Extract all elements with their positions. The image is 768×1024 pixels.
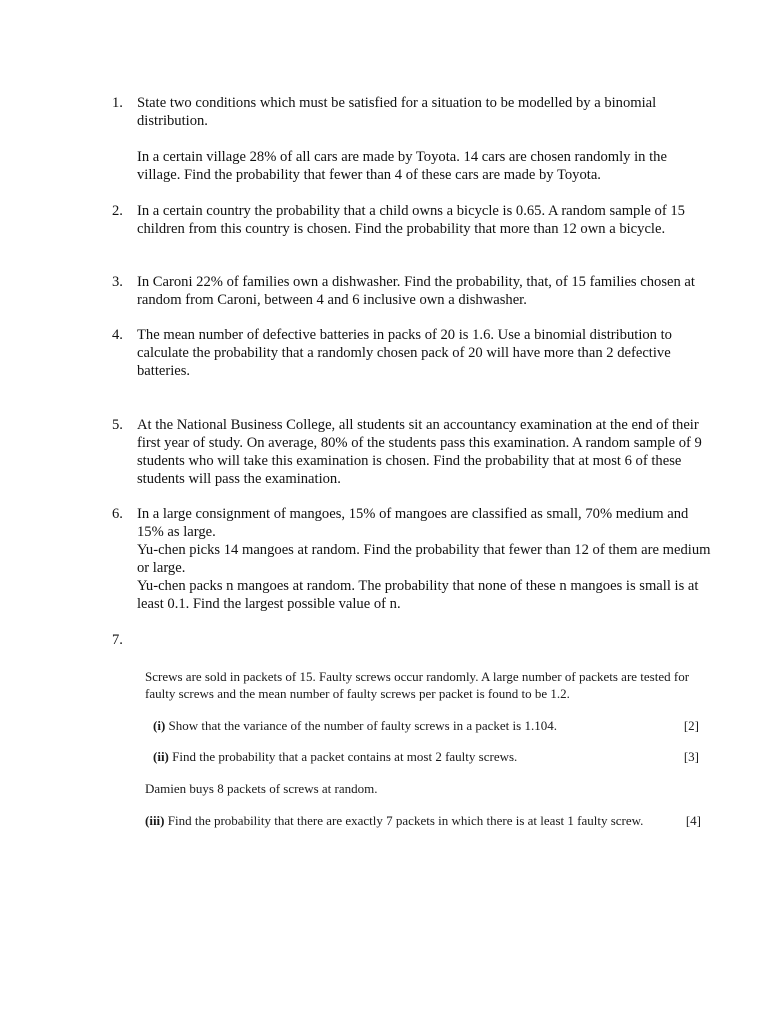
question-6 <box>112 505 712 613</box>
question-part-iii <box>145 812 705 829</box>
question-text: In a certain country the probability that a child owns a bicycle is 0.65. A random sample of 15 children from this country is chosen. Find the probability that more than 12 own a bicycle. <box>137 203 685 237</box>
question-number: 4. <box>112 327 123 343</box>
question-text: The mean number of defective batteries in packs of 20 is 1.6. Use a binomial distribution to calculate the probability that a randomly chosen pack of 20 will have more than 2 defective batteries. <box>137 327 672 379</box>
question-7-image <box>145 668 705 829</box>
question-text: State two conditions which must be satisfied for a situation to be modelled by a binomial distribution. <box>137 95 657 129</box>
question-number: 1. <box>112 95 123 111</box>
question-7-middle: Damien buys 8 packets of screws at random. <box>145 781 378 796</box>
question-part-i <box>145 717 705 734</box>
question-number: 7. <box>112 632 123 648</box>
question-2 <box>112 202 712 238</box>
question-7-intro: Screws are sold in packets of 15. Faulty screws occur randomly. A large number of packets are tested for faulty screws and the mean number of faulty screws per packet is found to be 1.2. <box>145 669 690 701</box>
question-text: In a certain village 28% of all cars are made by Toyota. 14 cars are chosen randomly in the village. Find the probability that fewer than 4 of these cars are made by Toyota. <box>137 149 667 183</box>
marks: [2] <box>683 718 699 733</box>
part-text: Show that the variance of the number of faulty screws in a packet is 1.104. <box>168 718 557 733</box>
question-text: At the National Business College, all students sit an accountancy examination at the end of their first year of study. On average, 80% of the students pass this examination. A random sample of 9 students who will take this examination is chosen. Find the probability that at most 6 of these students will pass the examination. <box>137 417 702 487</box>
part-label: (iii) <box>145 813 165 828</box>
question-4 <box>112 326 712 380</box>
question-text: In Caroni 22% of families own a dishwasher. Find the probability, that, of 15 families chosen at random from Caroni, between 4 and 6 inclusive own a dishwasher. <box>137 274 695 308</box>
question-1 <box>112 94 712 184</box>
question-number: 6. <box>112 506 123 522</box>
question-number: 5. <box>112 417 123 433</box>
part-label: (i) <box>153 718 166 733</box>
question-number: 2. <box>112 203 123 219</box>
question-text: Yu-chen picks 14 mangoes at random. Find the probability that fewer than 12 of them are medium or large. <box>137 542 711 576</box>
question-number: 3. <box>112 274 123 290</box>
part-text: Find the probability that a packet contains at most 2 faulty screws. <box>172 749 518 764</box>
question-3 <box>112 273 712 309</box>
question-text: Yu-chen packs n mangoes at random. The probability that none of these n mangoes is small is at least 0.1. Find the largest possible value of n. <box>137 578 699 612</box>
marks: [3] <box>683 749 699 764</box>
question-text: In a large consignment of mangoes, 15% of mangoes are classified as small, 70% medium and 15% as large. <box>137 506 689 540</box>
marks: [4] <box>685 813 701 828</box>
question-5 <box>112 416 712 488</box>
question-part-ii <box>145 748 705 765</box>
part-text: Find the probability that there are exactly 7 packets in which there is at least 1 faulty screw. <box>167 813 644 828</box>
part-label: (ii) <box>153 749 169 764</box>
